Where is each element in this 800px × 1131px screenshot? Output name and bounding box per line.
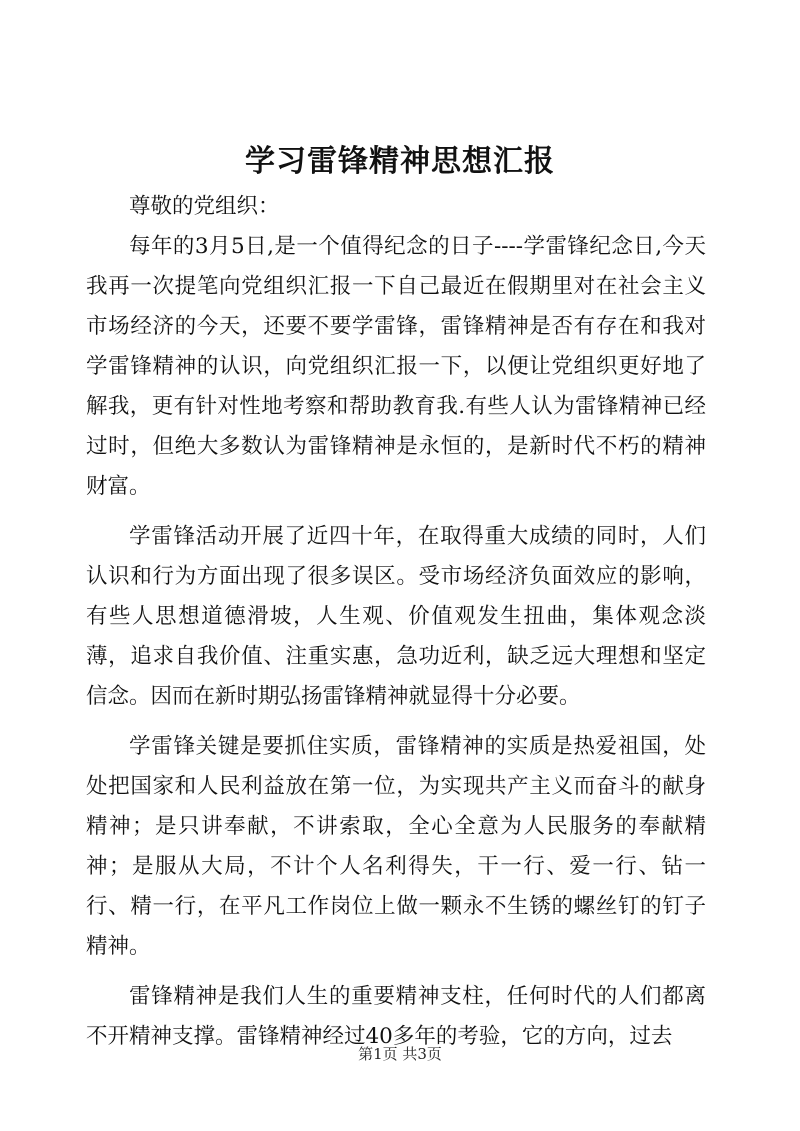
document-title: 学习雷锋精神思想汇报 xyxy=(245,144,555,179)
paragraph-3: 学雷锋关键是要抓住实质，雷锋精神的实质是热爱祖国，处处把国家和人民利益放在第一位，为实现共产主义而奋斗的献身精神；是只讲奉献，不讲索取，全心全意为人民服务的奉献精神；是服从大局，不计个人名利得失，干一行、爱一行、钻一行、精一行，在平凡工作岗位上做一颗永不生锈的螺丝钉的钉子精神。 xyxy=(86,734,706,959)
salutation: 尊敬的党组织： xyxy=(129,194,280,219)
page-footer: 第1页 共3页 xyxy=(358,1045,442,1063)
paragraph-2: 学雷锋活动开展了近四十年，在取得重大成绩的同时，人们认识和行为方面出现了很多误区。受市场经济负面效应的影响，有些人思想道德滑坡，人生观、价值观发生扭曲，集体观念淡薄，追求自我价值、注重实惠，急功近利，缺乏远大理想和坚定信念。因而在新时期弘扬雷锋精神就显得十分必要。 xyxy=(86,524,706,709)
document-body xyxy=(86,187,706,1057)
paragraph-4: 雷锋精神是我们人生的重要精神支柱，任何时代的人们都离不开精神支撑。雷锋精神经过40多年的考验，它的方向，过去 xyxy=(86,984,706,1049)
paragraph-1: 每年的3月5日,是一个值得纪念的日子----学雷锋纪念日,今天我再一次提笔向党组织汇报一下自己最近在假期里对在社会主义市场经济的今天，还要不要学雷锋，雷锋精神是否有存在和我对学雷锋精神的认识，向党组织汇报一下，以便让党组织更好地了解我，更有针对性地考察和帮助教育我.有些人认为雷锋精神已经过时，但绝大多数认为雷锋精神是永恒的，是新时代不朽的精神财富。 xyxy=(86,234,706,499)
